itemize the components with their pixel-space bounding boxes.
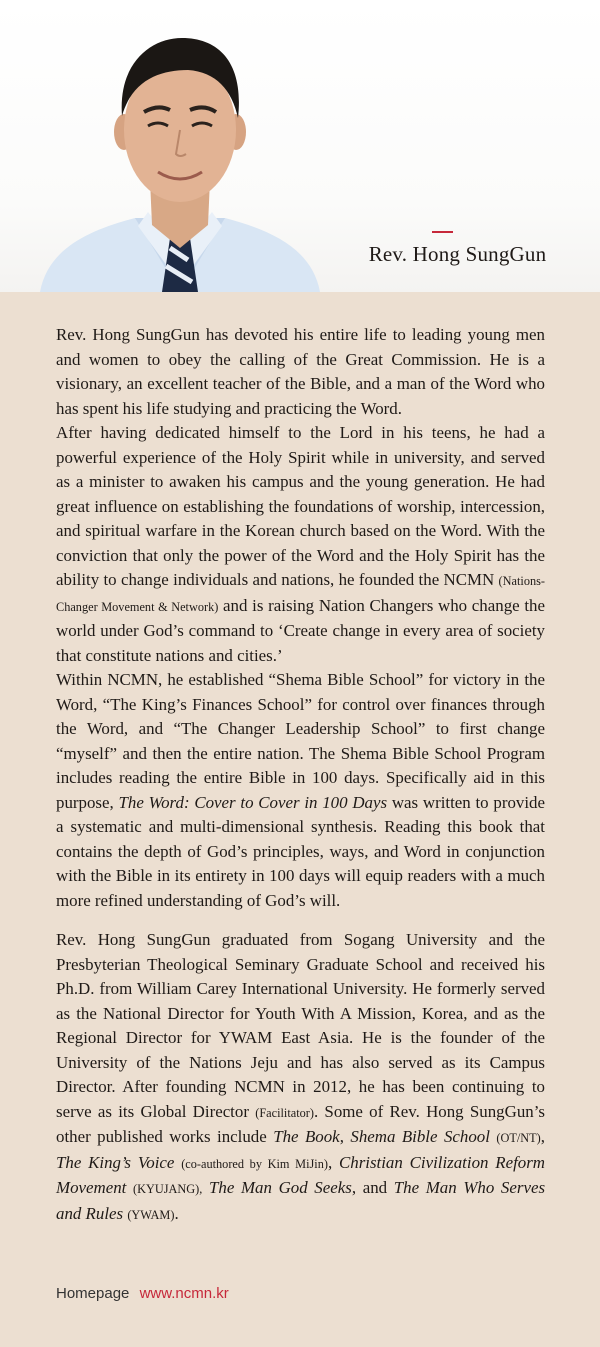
- work-title: The Book: [273, 1127, 340, 1146]
- separator: .: [174, 1203, 179, 1223]
- person-name: Rev. Hong SungGun: [368, 242, 547, 266]
- work-note: (KYUJANG),: [133, 1182, 203, 1196]
- separator: ,: [540, 1127, 545, 1146]
- work-note: (YWAM): [127, 1207, 175, 1222]
- separator: ,: [339, 1127, 344, 1146]
- bio-text: . Some of Rev. Hong SungGun’s other published works include: [56, 1101, 545, 1146]
- separator: ,: [327, 1152, 333, 1172]
- work-note: (co-authored by Kim MiJin): [181, 1156, 328, 1171]
- name-accent-line: [432, 231, 453, 233]
- portrait-photo: [20, 20, 340, 292]
- work-title: Shema Bible School: [350, 1127, 490, 1146]
- bio-paragraph-1: [56, 323, 545, 913]
- bio-text: Rev. Hong SungGun has devoted his entire life to leading young men and women to obey the calling of the Great Commission. He is a visionary, an excellent teacher of the Bible, and a man of the Word who has spent his life studying and practicing the Word.: [56, 325, 545, 418]
- work-title: The King’s Voice: [56, 1152, 175, 1172]
- bio-text: was written to provide a systematic and multi-dimensional synthesis. Reading this book that contains the depth of God’s principles, ways, and Word in conjunction with the Bible in its entirety in 100 days will equip readers with a much more refined understanding of God’s will.: [56, 792, 545, 910]
- work-title: Christian Civilization Reform Movement: [56, 1152, 545, 1197]
- bio-text: Rev. Hong SungGun graduated from Sogang University and the Presbyterian Theological Seminary Graduate School and received his Ph.D. from William Carey International University. He formerly served as the National Director for Youth With A Mission, Korea, and as the Regional Director for YWAM East Asia. He is the founder of the University of the Nations Jeju and has also served as its Campus Director. After founding NCMN in 2012, he has been continuing to serve as its Global Director: [56, 930, 545, 1121]
- book-title: The Word: Cover to Cover in 100 Days: [118, 792, 388, 812]
- header-photo-area: [0, 0, 600, 292]
- work-note: (OT/NT): [496, 1131, 541, 1145]
- bio-text: and is raising Nation Changers who change the world under God’s command to ‘Create change in every area of society that constitute nations and cities.’: [56, 595, 545, 665]
- bio-text: Within NCMN, he established “Shema Bible School” for victory in the Word, “The King’s Finances School” for control over finances through the Word, and “The Changer Leadership School” to first change “myself” and then the entire nation. The Shema Bible School Program includes reading the entire Bible in 100 days. Specifically aid in this purpose,: [56, 670, 545, 812]
- homepage-footer: [56, 1285, 229, 1302]
- work-title: The Man Who Serves and Rules: [56, 1178, 546, 1223]
- facilitator-note: (Facilitator): [255, 1105, 314, 1120]
- ncmn-full-name: (Nations-Changer Movement & Network): [56, 574, 545, 614]
- bio-paragraph-2: [56, 928, 545, 1227]
- work-title: The Man God Seeks: [209, 1178, 352, 1197]
- homepage-label: Homepage: [56, 1285, 130, 1302]
- biography: [56, 323, 545, 1227]
- separator: , and: [351, 1178, 388, 1197]
- homepage-link[interactable]: www.ncmn.kr: [139, 1285, 229, 1302]
- bio-text: After having dedicated himself to the Lord in his teens, he had a powerful experience of the Holy Spirit while in university, and served as a minister to awaken his campus and the young generation. He had great influence on establishing the foundations of worship, intercession, and spiritual warfare in the Korean church based on the Word. With the conviction that only the power of the Word and the Holy Spirit has the ability to change individuals and nations, he founded the NCMN: [56, 423, 545, 589]
